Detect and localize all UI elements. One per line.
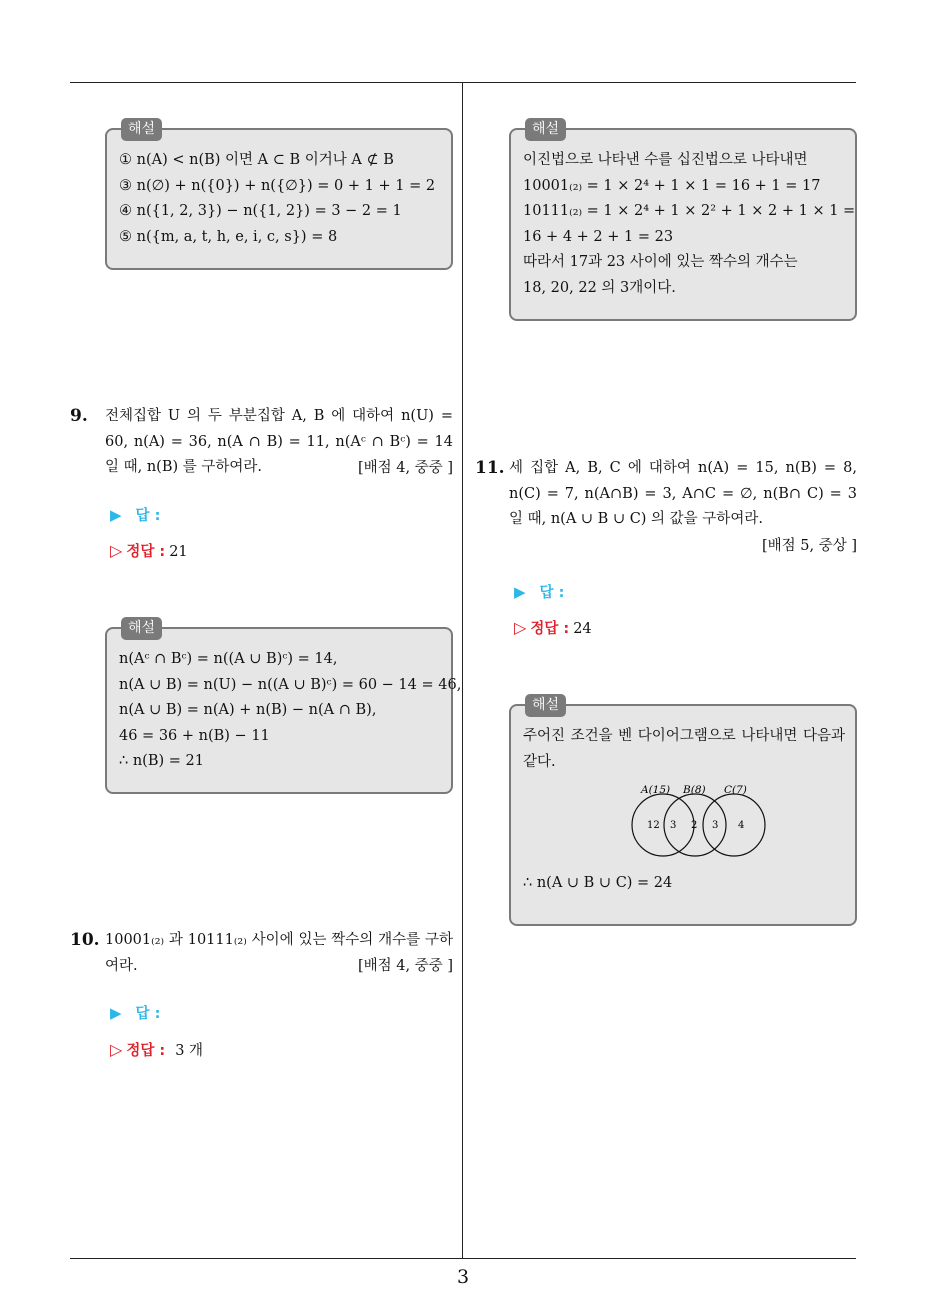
solution-box-q9 <box>105 620 462 794</box>
question-number: 11. <box>475 458 505 478</box>
answer-row <box>514 581 564 602</box>
solution-line: 이진법으로 나타낸 수를 십진법으로 나타내면 <box>523 152 808 168</box>
solution-line: 18, 20, 22 의 3개이다. <box>523 279 676 296</box>
play-arrow-icon: ▶ <box>110 506 122 524</box>
solution-line: 46 = 36 + n(B) − 11 <box>119 727 270 744</box>
solution-line: 16 + 4 + 2 + 1 = 23 <box>523 228 674 245</box>
question-text: 전체집합 U 의 두 부분집합 A, B 에 대하여 n(U) = 60, n(A) = 36, n(A ∩ B) = 11, n(Aᶜ ∩ Bᶜ) = 14 일 때, n(B) 를 구하여라. <box>105 408 453 475</box>
solution-line: ⑤ n({m, a, t, h, e, i, c, s}) = 8 <box>119 228 338 245</box>
solution-tag: 해설 <box>525 694 566 717</box>
correct-label: 정답 : <box>530 621 570 637</box>
outline-arrow-icon: ▷ <box>110 1040 123 1059</box>
venn-label-b: B(8) <box>683 784 706 796</box>
question-text: 세 집합 A, B, C 에 대하여 n(A) = 15, n(B) = 8, n(C) = 7, n(A∩B) = 3, A∩C = ∅, n(B∩ C) = 3 일 때, n(A ∪ B ∪ C) 의 값을 구하여라. <box>509 460 857 527</box>
venn-region-b-only: 2 <box>691 820 698 831</box>
outline-arrow-icon: ▷ <box>110 541 123 560</box>
play-arrow-icon: ▶ <box>514 583 526 601</box>
column-divider <box>462 82 463 1258</box>
answer-row <box>110 504 160 525</box>
question-meta: [배점 4, 중중 ] <box>357 460 453 476</box>
venn-diagram <box>523 781 847 859</box>
venn-label-c: C(7) <box>724 784 747 796</box>
solution-line: ① n(A) < n(B) 이면 A ⊂ B 이거나 A ⊄ B <box>119 152 394 168</box>
solution-line: ∴ n(A ∪ B ∪ C) = 24 <box>523 875 673 891</box>
correct-value: 21 <box>169 544 188 560</box>
venn-region-a-only: 12 <box>647 820 660 831</box>
venn-region-c-only: 4 <box>738 820 745 831</box>
solution-line: n(A ∪ B) = n(U) − n((A ∪ B)ᶜ) = 60 − 14 = 46, <box>119 676 462 693</box>
solution-line: 주어진 조건을 벤 다이어그램으로 나타내면 다음과 같다. <box>523 728 845 770</box>
venn-label-a: A(15) <box>641 784 671 796</box>
correct-answer-row <box>110 1039 203 1060</box>
top-rule <box>70 82 856 83</box>
answer-label: 답 : <box>135 1006 161 1022</box>
outline-arrow-icon: ▷ <box>514 618 527 637</box>
solution-line: ∴ n(B) = 21 <box>119 753 204 769</box>
question-meta: [배점 4, 중중 ] <box>357 958 453 974</box>
page-number: 3 <box>456 1266 470 1288</box>
solution-tag: 해설 <box>525 118 566 141</box>
solution-box-q11 <box>509 697 857 926</box>
correct-answer-row <box>514 617 592 638</box>
venn-region-bc: 3 <box>712 820 719 831</box>
play-arrow-icon: ▶ <box>110 1004 122 1022</box>
solution-box-top-left <box>105 121 453 270</box>
answer-row <box>110 1002 160 1023</box>
question-number: 9. <box>70 406 88 426</box>
bottom-rule <box>70 1258 856 1259</box>
correct-answer-row <box>110 540 188 561</box>
question-number: 10. <box>70 930 100 950</box>
solution-line: 10111₍₂₎ = 1 × 2⁴ + 1 × 2² + 1 × 2 + 1 × 1 = <box>523 203 856 219</box>
question-meta: [배점 5, 중상 ] <box>761 538 857 554</box>
solution-tag: 해설 <box>121 118 162 141</box>
solution-line: ④ n({1, 2, 3}) − n({1, 2}) = 3 − 2 = 1 <box>119 203 402 219</box>
solution-line: n(A ∪ B) = n(A) + n(B) − n(A ∩ B), <box>119 702 377 718</box>
answer-label: 답 : <box>135 508 161 524</box>
venn-region-ab: 3 <box>670 820 677 831</box>
solution-line: 10001₍₂₎ = 1 × 2⁴ + 1 × 1 = 16 + 1 = 17 <box>523 177 821 194</box>
solution-line: ③ n(∅) + n({0}) + n({∅}) = 0 + 1 + 1 = 2 <box>119 177 436 194</box>
solution-line: 따라서 17과 23 사이에 있는 짝수의 개수는 <box>523 254 798 270</box>
solution-box-top-right <box>509 121 857 321</box>
correct-value: 3 개 <box>175 1043 204 1059</box>
answer-label: 답 : <box>539 585 565 601</box>
question-text: 10001₍₂₎ 과 10111₍₂₎ 사이에 있는 짝수의 개수를 구하여라. <box>105 932 453 974</box>
solution-tag: 해설 <box>121 617 162 640</box>
solution-line: n(Aᶜ ∩ Bᶜ) = n((A ∪ B)ᶜ) = 14, <box>119 651 338 667</box>
venn-circle-a <box>632 794 694 856</box>
correct-label: 정답 : <box>126 1043 166 1059</box>
correct-label: 정답 : <box>126 544 166 560</box>
correct-value: 24 <box>573 621 592 637</box>
